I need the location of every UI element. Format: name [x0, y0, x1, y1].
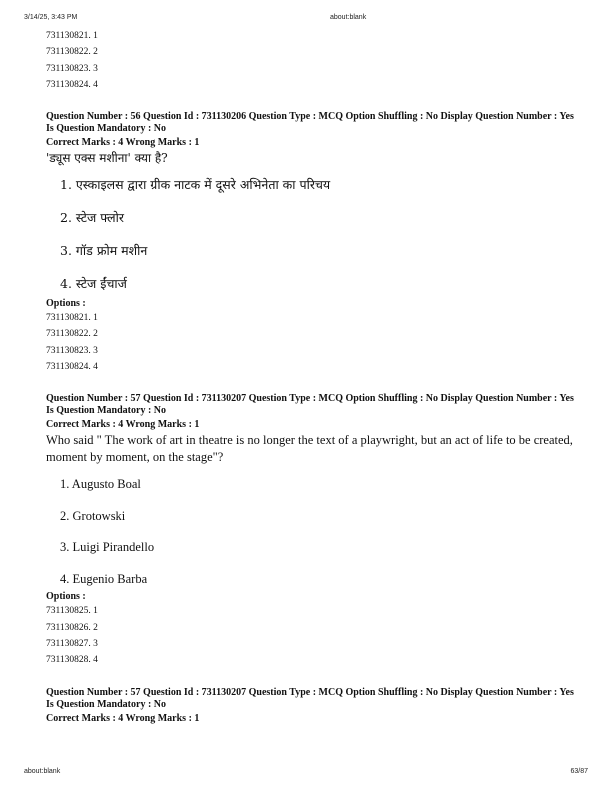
- option-id: 731130827. 3: [46, 638, 98, 649]
- page-number: 63/87: [570, 768, 588, 775]
- options-label: Options :: [46, 298, 86, 310]
- option-id: 731130821. 1: [46, 313, 98, 324]
- answer-choice: 3. गॉड फ्रोम मशीन: [60, 243, 148, 259]
- question-text: Who said " The work of art in theatre is no longer the text of a playwright, but an act of life to be created, moment by moment, on the stage"?: [46, 433, 573, 465]
- option-id: 731130822. 2: [46, 329, 98, 340]
- question-header: Question Number : 56 Question Id : 731130206 Question Type : MCQ Option Shuffling : No Display Question Number : Yes Is Question Mandatory : No: [46, 111, 574, 135]
- option-id: 731130824. 4: [46, 79, 98, 90]
- previous-options: [46, 28, 576, 93]
- question-header: Question Number : 57 Question Id : 731130207 Question Type : MCQ Option Shuffling : No Display Question Number : Yes Is Question Mandatory : No: [46, 686, 574, 710]
- option-id: 731130825. 1: [46, 606, 98, 617]
- answer-choice: 4. स्टेज ईंचार्ज: [60, 276, 127, 292]
- document-content: [46, 28, 576, 725]
- answer-choices: [46, 476, 576, 602]
- question-marks: Correct Marks : 4 Wrong Marks : 1: [46, 419, 200, 431]
- question-56: [46, 111, 576, 375]
- option-id: 731130823. 3: [46, 345, 98, 356]
- option-id: 731130824. 4: [46, 362, 98, 373]
- answer-choice: 1. Augusto Boal: [60, 477, 141, 492]
- option-id: 731130823. 3: [46, 63, 98, 74]
- footer-url: about:blank: [24, 768, 61, 775]
- answer-choice: 3. Luigi Pirandello: [60, 540, 155, 555]
- answer-choice: 1. एस्काइलस द्वारा ग्रीक नाटक में दूसरे अभिनेता का परिचय: [60, 177, 331, 193]
- option-id: 731130822. 2: [46, 47, 98, 58]
- options-label: Options :: [46, 591, 86, 603]
- option-id: 731130828. 4: [46, 655, 98, 666]
- question-marks: Correct Marks : 4 Wrong Marks : 1: [46, 137, 200, 149]
- question-57: [46, 393, 576, 668]
- question-57-repeat: [46, 687, 576, 725]
- option-id: 731130821. 1: [46, 31, 98, 41]
- question-header: Question Number : 57 Question Id : 731130207 Question Type : MCQ Option Shuffling : No Display Question Number : Yes Is Question Mandatory : No: [46, 393, 574, 417]
- option-id: 731130826. 2: [46, 622, 98, 633]
- print-title: about:blank: [330, 14, 367, 21]
- answer-choice: 2. स्टेज फ्लोर: [60, 210, 124, 226]
- question-text: 'ड्यूस एक्स मशीना' क्या है?: [46, 151, 168, 166]
- answer-choice: 4. Eugenio Barba: [60, 571, 148, 586]
- answer-choices: [46, 177, 576, 309]
- answer-choice: 2. Grotowski: [60, 508, 126, 523]
- question-marks: Correct Marks : 4 Wrong Marks : 1: [46, 712, 200, 724]
- print-datetime: 3/14/25, 3:43 PM: [24, 14, 78, 21]
